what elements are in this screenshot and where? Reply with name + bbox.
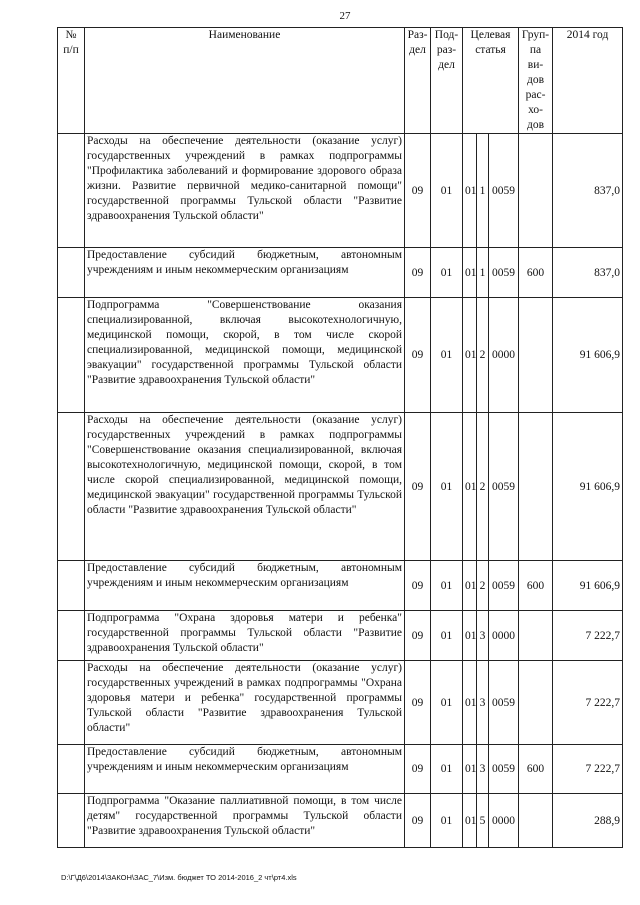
budget-table (57, 27, 623, 848)
row-target-code: 0059 (489, 413, 519, 561)
table-row (58, 298, 623, 413)
table-row (58, 248, 623, 298)
num-cell (58, 134, 85, 248)
num-cell (58, 248, 85, 298)
row-podrazdel: 01 (431, 248, 463, 298)
num-cell (58, 298, 85, 413)
num-cell (58, 413, 85, 561)
row-target-program: 01 (463, 611, 477, 661)
row-podrazdel: 01 (431, 661, 463, 745)
row-target-code: 0000 (489, 298, 519, 413)
row-target-code: 0059 (489, 745, 519, 794)
row-name: Расходы на обеспечение деятельности (оказание услуг) государственных учреждений в рамках подпрограммы "Охрана здоровья матери и ребенка" государственной программы Тульской области "Развитие здравоохранения Тульской области" (85, 661, 405, 745)
row-target-subprogram: 1 (477, 248, 489, 298)
row-target-code: 0059 (489, 661, 519, 745)
row-razdel: 09 (405, 661, 431, 745)
row-group (519, 794, 553, 848)
row-podrazdel: 01 (431, 611, 463, 661)
row-group: 600 (519, 248, 553, 298)
file-path-footer: D:\Г\Д6\2014\ЗАКОН\ЗАС_7\Изм. бюджет ТО 2014-2016_2 чт\рт4.xls (61, 873, 297, 882)
row-target-program: 01 (463, 561, 477, 611)
row-razdel: 09 (405, 248, 431, 298)
table-row (58, 134, 623, 248)
row-razdel: 09 (405, 745, 431, 794)
row-podrazdel: 01 (431, 298, 463, 413)
row-name: Расходы на обеспечение деятельности (оказание услуг) государственных учреждений в рамках подпрограммы "Совершенствование оказания специализированной, включая высокотехнологичную, медицинской помощи, скорой, в том числе скорой специализированной, медицинской помощи, медицинской эвакуации" государственной программы Тульской области "Развитие здравоохранения Тульской области" (85, 413, 405, 561)
row-target-code: 0000 (489, 611, 519, 661)
row-target-subprogram: 5 (477, 794, 489, 848)
num-cell (58, 561, 85, 611)
row-podrazdel: 01 (431, 794, 463, 848)
row-amount: 91 606,9 (553, 298, 623, 413)
row-podrazdel: 01 (431, 745, 463, 794)
row-target-program: 01 (463, 745, 477, 794)
row-podrazdel: 01 (431, 134, 463, 248)
row-target-code: 0059 (489, 134, 519, 248)
table-row (58, 745, 623, 794)
row-target-program: 01 (463, 298, 477, 413)
page-number: 27 (339, 10, 351, 22)
row-name: Предоставление субсидий бюджетным, автономным учреждениям и иным некоммерческим организациям (85, 745, 405, 794)
num-cell (58, 611, 85, 661)
row-target-subprogram: 2 (477, 561, 489, 611)
table-row (58, 611, 623, 661)
header-podrazdel: Под-раз-дел (431, 28, 463, 134)
row-target-program: 01 (463, 661, 477, 745)
row-target-subprogram: 3 (477, 611, 489, 661)
row-target-subprogram: 3 (477, 661, 489, 745)
header-group: Груп-па ви-дов рас-хо-дов (519, 28, 553, 134)
row-target-code: 0000 (489, 794, 519, 848)
row-target-subprogram: 2 (477, 413, 489, 561)
num-cell (58, 661, 85, 745)
table-row (58, 561, 623, 611)
row-amount: 7 222,7 (553, 611, 623, 661)
header-year: 2014 год (553, 28, 623, 134)
row-target-program: 01 (463, 413, 477, 561)
row-target-program: 01 (463, 134, 477, 248)
row-razdel: 09 (405, 794, 431, 848)
row-name: Подпрограмма "Совершенствование оказания специализированной, включая высокотехнологичную, медицинской помощи, скорой, в том числе скорой специализированной, медицинской помощи, медицинской эвакуации" государственной программы Тульской области "Развитие здравоохранения Тульской области" (85, 298, 405, 413)
num-cell (58, 794, 85, 848)
header-target: Целевая статья (463, 28, 519, 134)
row-group: 600 (519, 561, 553, 611)
row-name: Предоставление субсидий бюджетным, автономным учреждениям и иным некоммерческим организациям (85, 248, 405, 298)
row-target-subprogram: 2 (477, 298, 489, 413)
row-razdel: 09 (405, 134, 431, 248)
row-group (519, 413, 553, 561)
row-amount: 288,9 (553, 794, 623, 848)
row-razdel: 09 (405, 298, 431, 413)
header-razdel: Раз-дел (405, 28, 431, 134)
row-razdel: 09 (405, 561, 431, 611)
row-group (519, 134, 553, 248)
row-group (519, 611, 553, 661)
num-cell (58, 745, 85, 794)
row-target-code: 0059 (489, 248, 519, 298)
header-name: Наименование (85, 28, 405, 134)
table-body (58, 134, 623, 848)
row-podrazdel: 01 (431, 413, 463, 561)
row-name: Расходы на обеспечение деятельности (оказание услуг) государственных учреждений в рамках подпрограммы "Профилактика заболеваний и формирование здорового образа жизни. Развитие первичной медико-санитарной помощи" государственной программы Тульской области "Развитие здравоохранения Тульской области" (85, 134, 405, 248)
row-target-code: 0059 (489, 561, 519, 611)
header-num: № п/п (58, 28, 85, 134)
row-group (519, 298, 553, 413)
table-row (58, 413, 623, 561)
row-name: Предоставление субсидий бюджетным, автономным учреждениям и иным некоммерческим организациям (85, 561, 405, 611)
row-group: 600 (519, 745, 553, 794)
row-amount: 7 222,7 (553, 661, 623, 745)
row-razdel: 09 (405, 413, 431, 561)
row-podrazdel: 01 (431, 561, 463, 611)
table-row (58, 794, 623, 848)
row-name: Подпрограмма "Оказание паллиативной помощи, в том числе детям" государственной программы Тульской области "Развитие здравоохранения Тульской области" (85, 794, 405, 848)
row-razdel: 09 (405, 611, 431, 661)
row-name: Подпрограмма "Охрана здоровья матери и ребенка" государственной программы Тульской области "Развитие здравоохранения Тульской области" (85, 611, 405, 661)
row-amount: 837,0 (553, 248, 623, 298)
row-target-program: 01 (463, 794, 477, 848)
row-amount: 837,0 (553, 134, 623, 248)
row-target-subprogram: 1 (477, 134, 489, 248)
row-amount: 91 606,9 (553, 561, 623, 611)
row-amount: 7 222,7 (553, 745, 623, 794)
row-target-program: 01 (463, 248, 477, 298)
row-group (519, 661, 553, 745)
row-amount: 91 606,9 (553, 413, 623, 561)
table-row (58, 661, 623, 745)
row-target-subprogram: 3 (477, 745, 489, 794)
